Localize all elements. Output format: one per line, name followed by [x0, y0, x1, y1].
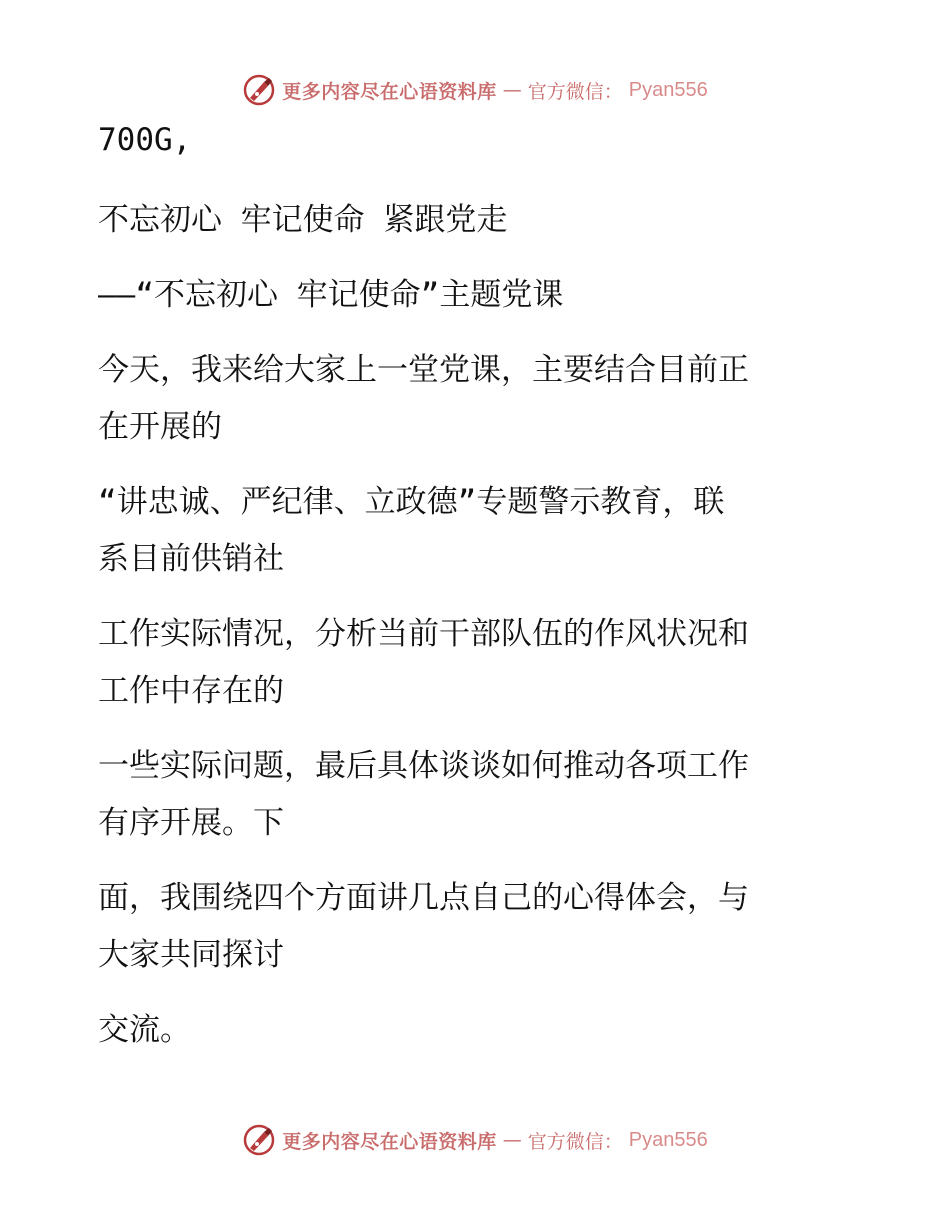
- doc-line: 有序开展。下: [98, 805, 284, 841]
- doc-line: 在开展的: [98, 409, 222, 445]
- doc-line: 工作中存在的: [98, 673, 284, 709]
- doc-line: 面，我围绕四个方面讲几点自己的心得体会，与: [98, 880, 749, 916]
- doc-line: 不忘初心 牢记使命 紧跟党走: [98, 202, 508, 238]
- banner-text: 更多内容尽在心语资料库: [282, 80, 497, 103]
- doc-line: 系目前供销社: [98, 541, 284, 577]
- pen-nib-logo-icon: [242, 1123, 276, 1157]
- doc-line: 大家共同探讨: [98, 937, 284, 973]
- doc-line: 交流。: [98, 1012, 191, 1048]
- pen-nib-logo-icon: [242, 73, 276, 107]
- banner-text: 更多内容尽在心语资料库: [282, 1130, 497, 1153]
- doc-line: 700G,: [98, 122, 192, 158]
- header-banner: [0, 70, 950, 110]
- doc-line: 一些实际问题，最后具体谈谈如何推动各项工作: [98, 748, 749, 784]
- footer-banner: [0, 1120, 950, 1160]
- banner-wechat-id: Pyan556: [628, 1128, 708, 1151]
- banner-dash: —: [502, 1129, 522, 1151]
- banner-wechat-id: Pyan556: [628, 78, 708, 101]
- banner-wechat-label: 官方微信：: [527, 80, 623, 103]
- footer-banner-content: [242, 1123, 708, 1157]
- header-banner-content: [242, 73, 708, 107]
- doc-line: 今天，我来给大家上一堂党课，主要结合目前正: [98, 352, 749, 388]
- doc-line: ——“不忘初心 牢记使命”主题党课: [98, 277, 564, 313]
- banner-dash: —: [502, 79, 522, 101]
- doc-line: 工作实际情况，分析当前干部队伍的作风状况和: [98, 616, 749, 652]
- doc-line: “讲忠诚、严纪律、立政德”专题警示教育，联: [98, 484, 725, 520]
- banner-wechat-label: 官方微信：: [527, 1130, 623, 1153]
